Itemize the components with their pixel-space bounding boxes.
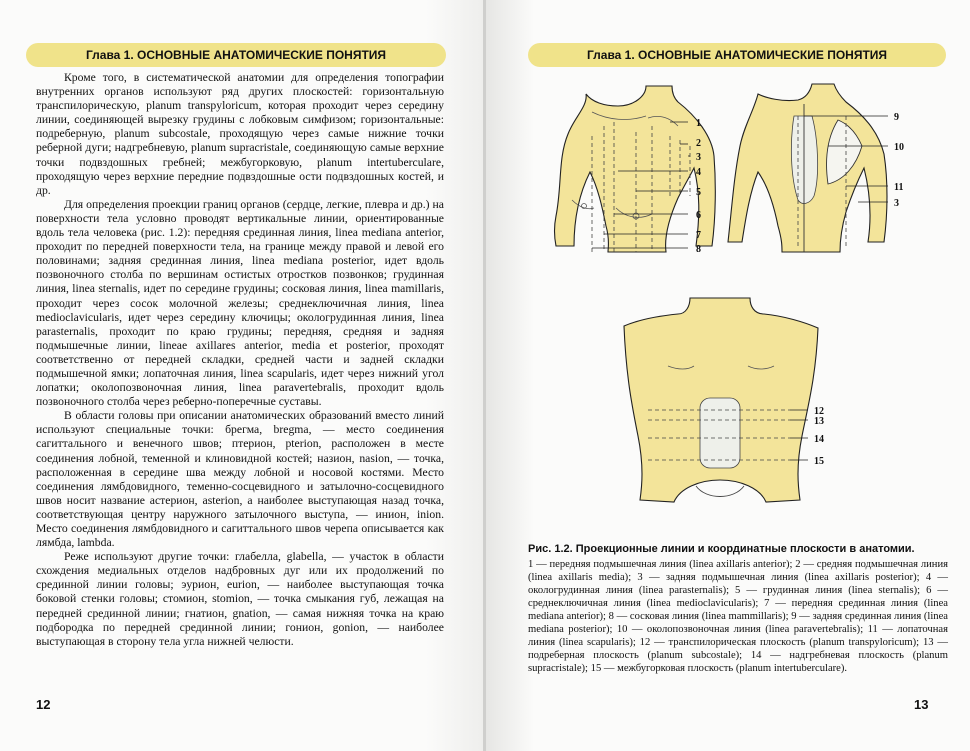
- paragraph: Для определения проекции границ органов (сердце, легкие, плевра и др.) на поверхности тела условно проводят вертикальные линии, ориентированные вдоль тела человека (рис. 1.2): передняя срединная линия, linea mediana anterior, проходит по передней поверхности тела, на границе между правой и левой его половинами; задняя срединная линия, linea mediana posterior, идет вдоль позвоночного столба по вершинам остистых отростков позвонков; грудинная линия, linea sternalis, идет по середине грудины; сосковая линия, linea mamillaris, проходит через сосок молочной железы; среднеключичная линия, linea medioclavicularis, идет через середину ключицы; окологрудинная линия, linea parasternalis, проходит по краю грудины; передняя, средняя и задняя подмышечные линии, lineae axillares anterior, media et posterior, проходят соответственно от передней складки, средней части и задней складки подмышечной ямки; лопаточная линия, linea scapularis, идет через нижний угол лопатки; околопозвоночная линия, linea paravertebralis, проходит вдоль позвоночного столба через реберно-поперечные суставы.: [36, 197, 444, 409]
- figure-label-2: 2: [696, 138, 701, 149]
- figure-label-8: 8: [696, 244, 701, 255]
- page-number: 12: [36, 697, 51, 712]
- chapter-header: [26, 43, 446, 67]
- paragraph: Кроме того, в систематической анатомии для определения топографии внутренних органов используют ряд других плоскостей: горизонтальную транспилорическую, planum transpyloricum, которая проходит через середину линии, соединяющей вырезку грудины с лобковым симфизом; горизонтальные: подреберную, planum subcostale, проходящую через самые нижние точки реберной дуги; надгребневую, planum supracristale, соединяющую самые верхние точки подвздошных гребней; межбугорковую, planum intertuberculare, проходящую через верхние передние подвздошные ости подвздошных костей, и др.: [36, 71, 444, 197]
- chapter-header: [528, 43, 946, 67]
- figure-label-6: 6: [696, 210, 701, 221]
- figure-caption: [528, 543, 948, 675]
- figure-label-13: 13: [814, 416, 824, 427]
- figure-label-12: 12: [814, 406, 824, 417]
- figure-label-1: 1: [696, 118, 701, 129]
- front-torso-illustration: [555, 86, 716, 252]
- page-number: 13: [914, 697, 929, 712]
- paragraph: Реже используют другие точки: глабелла, glabella, — участок в области схождения медиальных отделов надбровных дуг или их продолжений по срединной линии головы; эурион, eurion, — наиболее выступающая точка боковой стенки головы; стомион, stomion, — точка смыкания губ, лежащая на передней срединной линии; гнатион, gnation, — самая нижняя точка на краю подбородка по передней срединной линии; гонион, gonion, — наиболее выступающая в сторону тела угла нижней челюсти.: [36, 550, 444, 648]
- figure-label-9: 9: [894, 112, 899, 123]
- chapter-number: Глава 1.: [85, 48, 134, 62]
- body-text: [36, 71, 444, 649]
- back-torso-illustration: [728, 84, 887, 252]
- figure-label-11: 11: [894, 182, 904, 193]
- caption-body: 1 — передняя подмышечная линия (linea axillaris anterior); 2 — средняя подмышечная линия (linea axillaris media); 3 — задняя подмышечная линия (linea axillaris posterior); 4 — окологрудинная линия (linea parasternalis); 5 — грудинная линия (linea sternalis); 6 — среднеключичная линия (linea medioclavicularis); 7 — передняя срединная линия (linea mediana anterior); 8 — сосковая линия (linea mammillaris); 9 — задняя срединная линия (linea mediana posterior); 10 — околопозвоночная линия (linea paravertebralis); 11 — лопаточная линия (linea scapularis); 12 — транспилорическая плоскость (planum transpyloricum); 13 — подреберная плоскость (planum subcostale); 14 — надгребневая плоскость (planum supracristale); 15 — межбугорковая плоскость (planum intertuberculare).: [528, 559, 948, 674]
- anatomy-figure: [528, 76, 948, 536]
- figure-label-3: 3: [696, 152, 701, 163]
- figure-label-10: 10: [894, 142, 904, 153]
- right-page: [486, 0, 970, 751]
- figure-label-7: 7: [696, 230, 701, 241]
- figure-label-14: 14: [814, 434, 824, 445]
- chapter-title: ОСНОВНЫЕ АНАТОМИЧЕСКИЕ ПОНЯТИЯ: [133, 48, 387, 62]
- abdomen-illustration: [624, 298, 818, 502]
- figure-label-4: 4: [696, 167, 701, 178]
- paragraph: В области головы при описании анатомических образований вместо линий используют специальные точки: брегма, bregma, — место соединения сагиттального и венечного швов; птерион, pterion, расположен в месте соединения лобной, теменной и клиновидной костей; назион, nasion, — точка, расположенная в середине шва между лобной и носовой костями. Место соединения лямбдовидного, теменно-сосцевидного и затылочно-сосцевидного швов носит название астерион, asterion, а наиболее выступающая назад точка, соответствующая центру наружного затылочного выступа, — инион, inion. Место соединения лямбдовидного и сагиттального швов черепа описывается как лямбда, lambda.: [36, 409, 444, 550]
- left-page: [0, 0, 484, 751]
- caption-title: Рис. 1.2. Проекционные линии и координатные плоскости в анатомии.: [528, 543, 915, 555]
- chapter-title: ОСНОВНЫЕ АНАТОМИЧЕСКИЕ ПОНЯТИЯ: [634, 48, 888, 62]
- figure-label-15: 15: [814, 456, 824, 467]
- figure-label-5: 5: [696, 187, 701, 198]
- figure-label-3-back: 3: [894, 198, 899, 209]
- figure-drawing: [528, 76, 948, 536]
- chapter-number: Глава 1.: [586, 48, 635, 62]
